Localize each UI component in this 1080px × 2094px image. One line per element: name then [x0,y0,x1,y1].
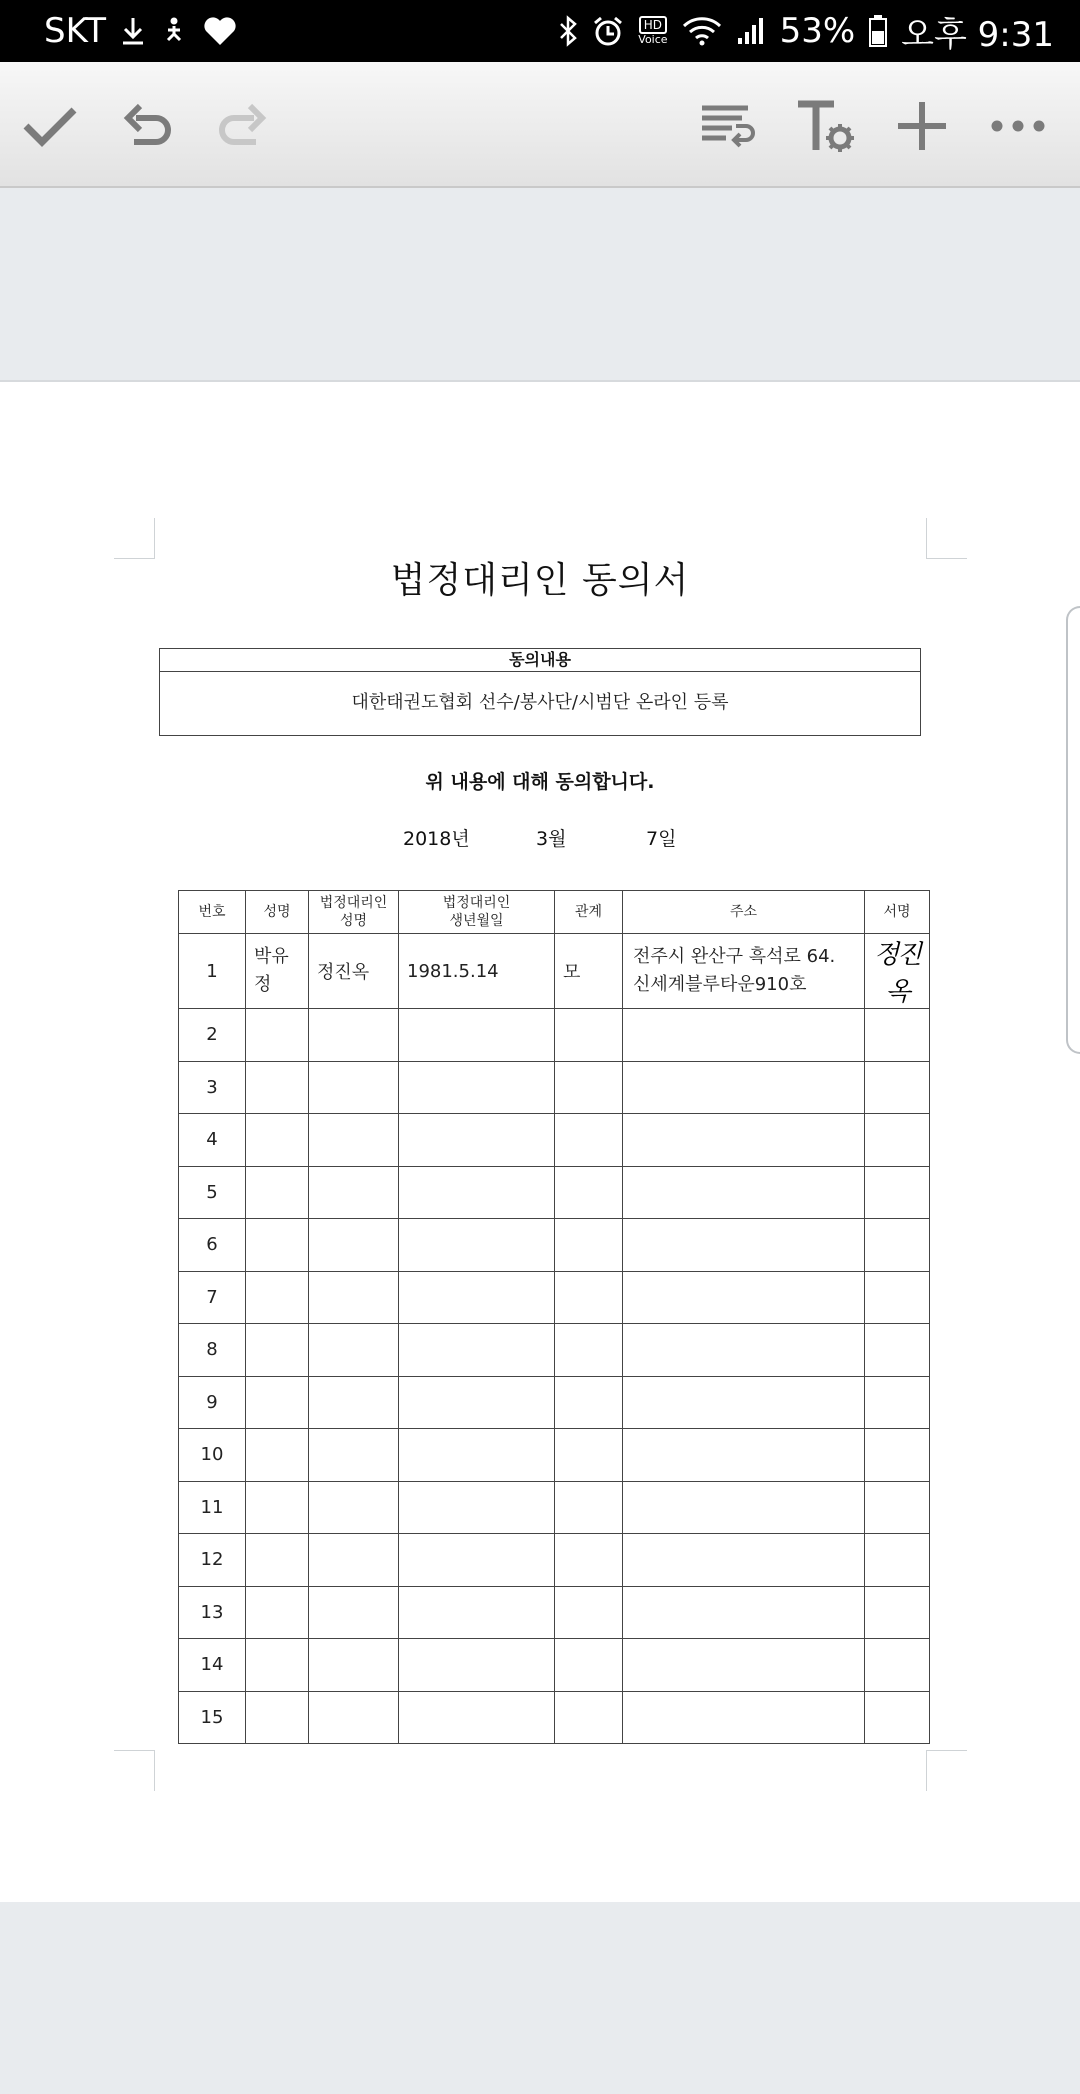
table-row [179,1009,930,1062]
cell-empty [865,1429,930,1482]
cell-empty [399,1429,555,1482]
table-row [179,1586,930,1639]
cell-no: 3 [179,1061,246,1114]
cell-empty [555,1586,623,1639]
date-month: 3월 [536,828,567,850]
cell-empty [309,1534,399,1587]
cell-empty [623,1114,865,1167]
cell-empty [246,1376,309,1429]
cell-empty [623,1166,865,1219]
cell-empty [623,1219,865,1272]
header-name: 성명 [246,891,309,934]
cell-empty [309,1166,399,1219]
cell-empty [555,1481,623,1534]
cell-empty [399,1534,555,1587]
redo-icon[interactable] [206,90,278,162]
cell-empty [623,1534,865,1587]
header-relation: 관계 [555,891,623,934]
cell-empty [246,1114,309,1167]
cell-empty [865,1009,930,1062]
cell-empty [555,1534,623,1587]
table-row [179,1691,930,1744]
table-row [179,1061,930,1114]
cell-no: 9 [179,1376,246,1429]
document-page[interactable] [0,380,1080,1902]
cell-no: 13 [179,1586,246,1639]
table-row [179,1481,930,1534]
cell-empty [246,1271,309,1324]
edge-panel-handle[interactable] [1066,606,1080,1054]
header-address: 주소 [623,891,865,934]
cell-empty [309,1639,399,1692]
clock: 오후 9:31 [901,14,1054,55]
cell-empty [309,1114,399,1167]
cell-no: 11 [179,1481,246,1534]
handwritten-signature: 정진옥 [873,940,921,1007]
header-guardian-name: 법정대리인 성명 [309,891,399,934]
cell-empty [309,1324,399,1377]
document-title: 법정대리인 동의서 [390,560,690,601]
cell-empty [246,1586,309,1639]
cell-empty [309,1376,399,1429]
cell-no: 12 [179,1534,246,1587]
cell-no: 14 [179,1639,246,1692]
cell-empty [399,1376,555,1429]
battery-percent: 53% [779,11,856,51]
cell-empty [399,1639,555,1692]
cell-empty [246,1219,309,1272]
signal-icon [736,16,766,46]
cell-name: 박유 정 [246,934,309,1009]
table-row [179,1639,930,1692]
undo-icon[interactable] [112,90,184,162]
cell-empty [865,1534,930,1587]
cell-guardian-name: 정진옥 [309,934,399,1009]
cell-empty [309,1586,399,1639]
cell-empty [555,1639,623,1692]
cell-no: 6 [179,1219,246,1272]
cell-no: 8 [179,1324,246,1377]
cell-empty [623,1481,865,1534]
cell-empty [399,1586,555,1639]
table-header-row [179,891,930,934]
cell-empty [865,1271,930,1324]
cell-empty [246,1324,309,1377]
cell-empty [399,1009,555,1062]
cell-empty [555,1114,623,1167]
cell-empty [555,1271,623,1324]
table-row [179,934,930,1009]
cell-empty [399,1219,555,1272]
header-guardian-birth: 법정대리인 생년월일 [399,891,555,934]
cell-empty [246,1691,309,1744]
cell-empty [555,1061,623,1114]
text-format-icon[interactable] [790,90,862,162]
status-left [44,11,238,51]
cell-empty [309,1481,399,1534]
cell-empty [555,1009,623,1062]
cell-empty [623,1586,865,1639]
cell-empty [309,1429,399,1482]
consent-header: 동의내용 [160,649,920,672]
cell-empty [246,1429,309,1482]
cell-no: 2 [179,1009,246,1062]
cell-empty [555,1376,623,1429]
table-row [179,1219,930,1272]
more-icon[interactable] [982,90,1054,162]
crop-mark [926,1750,967,1791]
table-row [179,1534,930,1587]
status-bar [0,0,1080,62]
text-wrap-icon[interactable] [692,90,764,162]
cell-empty [399,1114,555,1167]
cell-empty [555,1219,623,1272]
hd-voice-icon: HD Voice [638,18,668,46]
battery-icon [869,15,887,47]
cell-relation: 모 [555,934,623,1009]
cell-empty [246,1061,309,1114]
cell-empty [865,1166,930,1219]
cell-empty [399,1061,555,1114]
cell-empty [399,1166,555,1219]
table-row [179,1324,930,1377]
bluetooth-icon [558,15,578,47]
cell-empty [246,1481,309,1534]
header-signature: 서명 [865,891,930,934]
cell-empty [623,1429,865,1482]
cell-empty [309,1009,399,1062]
table-row [179,1429,930,1482]
cell-empty [623,1639,865,1692]
table-row [179,1271,930,1324]
cell-empty [399,1691,555,1744]
cell-empty [865,1639,930,1692]
cell-no: 4 [179,1114,246,1167]
consent-text: 대한태권도협회 선수/봉사단/시범단 온라인 등록 [351,692,729,713]
header-no: 번호 [179,891,246,934]
cell-empty [399,1271,555,1324]
cell-empty [246,1166,309,1219]
cell-no: 5 [179,1166,246,1219]
cell-empty [865,1219,930,1272]
editor-toolbar [0,62,1080,188]
cell-empty [555,1166,623,1219]
alarm-icon [592,15,624,47]
cell-empty [555,1324,623,1377]
wifi-icon [682,16,722,46]
cell-no: 10 [179,1429,246,1482]
cell-signature [865,934,930,1009]
cell-empty [623,1271,865,1324]
cell-empty [865,1061,930,1114]
cell-empty [623,1324,865,1377]
accessibility-icon [160,16,188,46]
cell-empty [246,1534,309,1587]
cell-empty [623,1376,865,1429]
add-icon[interactable] [886,90,958,162]
date-day: 7일 [646,828,677,850]
cell-empty [399,1481,555,1534]
table-row [179,1114,930,1167]
cell-no: 1 [179,934,246,1009]
cell-empty [865,1324,930,1377]
cell-empty [309,1271,399,1324]
crop-mark [114,1750,155,1791]
guardian-table [178,890,930,1744]
consent-box [159,648,921,736]
status-right [558,7,1054,56]
cell-empty [623,1691,865,1744]
cell-empty [309,1691,399,1744]
heart-icon [202,15,238,47]
carrier-label: SKT [44,11,107,51]
agreement-statement: 위 내용에 대해 동의합니다. [425,771,655,793]
cell-empty [309,1219,399,1272]
date-year: 2018년 [403,828,470,850]
cell-empty [309,1061,399,1114]
cell-guardian-birth: 1981.5.14 [399,934,555,1009]
cell-empty [865,1481,930,1534]
cell-empty [246,1639,309,1692]
cell-empty [555,1429,623,1482]
cell-empty [399,1324,555,1377]
cell-empty [865,1376,930,1429]
cell-no: 7 [179,1271,246,1324]
check-icon[interactable] [14,90,86,162]
cell-no: 15 [179,1691,246,1744]
table-row [179,1166,930,1219]
cell-empty [623,1061,865,1114]
cell-empty [865,1586,930,1639]
cell-address: 전주시 완산구 흑석로 64. 신세계블루타운910호 [623,934,865,1009]
download-icon [120,16,146,46]
cell-empty [623,1009,865,1062]
table-row [179,1376,930,1429]
cell-empty [246,1009,309,1062]
cell-empty [865,1114,930,1167]
cell-empty [865,1691,930,1744]
cell-empty [555,1691,623,1744]
